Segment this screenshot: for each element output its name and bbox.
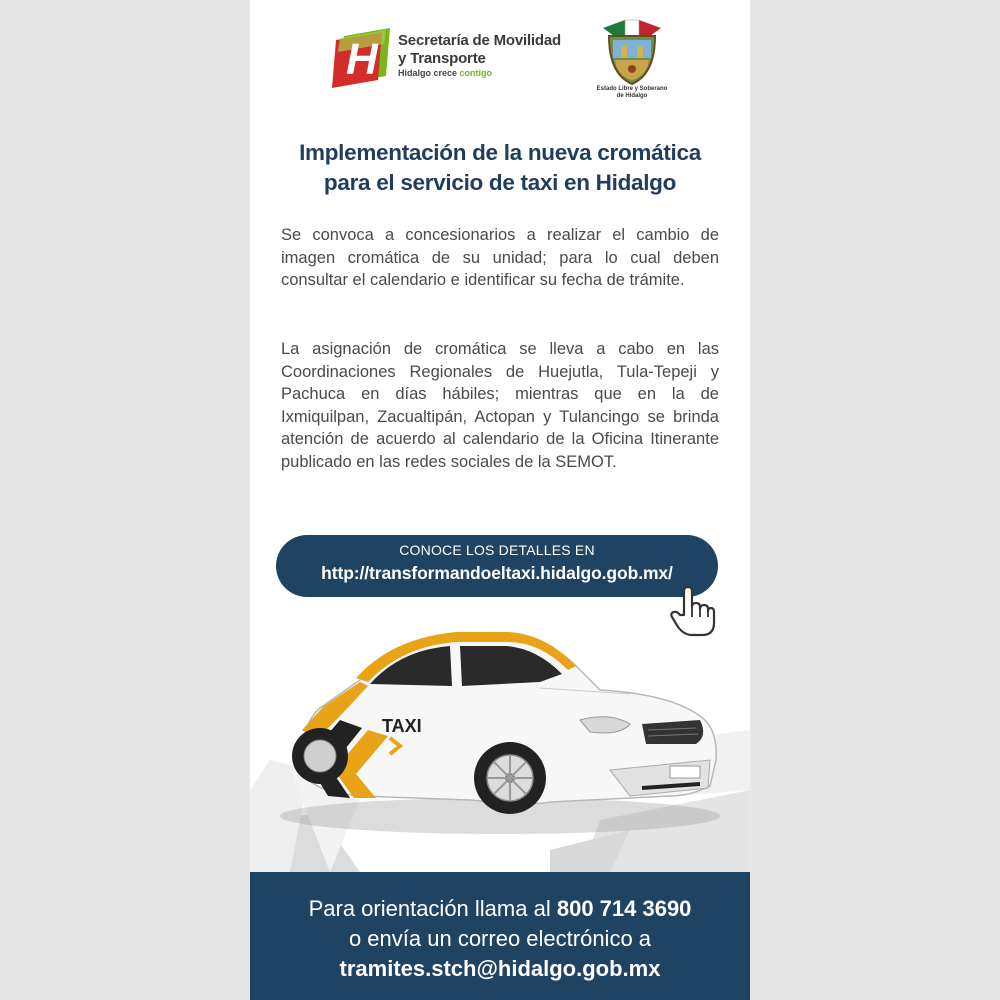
- footer-line2: o envía un correo electrónico a: [348, 926, 652, 951]
- svg-text:H: H: [346, 35, 378, 84]
- cta-url[interactable]: http://transformandoeltaxi.hidalgo.gob.mx/: [321, 563, 673, 583]
- paragraph-2: La asignación de cromática se lleva a cabo en las Coordinaciones Regionales de Huejutla, Tula-Tepeji y Pachuca en días hábiles; mientras que en la de Ixmiquilpan, Zacualtipán, Actopan y Tulancingo se brinda atención de acuerdo al calendario de la Oficina Itinerante publicado en las redes sociales de la SEMOT.: [281, 340, 719, 471]
- coat-caption-line1: Estado Libre y Soberano: [596, 86, 668, 92]
- taxi-door-label: TAXI: [382, 716, 422, 736]
- cta-label: CONOCE LOS DETALLES EN: [399, 542, 595, 558]
- coat-caption: [582, 86, 682, 100]
- slogan-prefix: Hidalgo crece: [398, 68, 458, 78]
- coat-caption-line2: de Hidalgo: [616, 93, 648, 99]
- agency-name: [398, 32, 561, 78]
- agency-line2: y Transporte: [398, 50, 486, 67]
- phone-number[interactable]: 800 714 3690: [556, 896, 692, 921]
- footer-phone-prefix: Para orientación llama al: [308, 896, 551, 921]
- details-link-button[interactable]: [276, 535, 718, 597]
- pointer-hand-icon: [668, 585, 716, 637]
- email-address[interactable]: tramites.stch@hidalgo.gob.mx: [339, 956, 661, 981]
- slogan-suffix: contigo: [459, 68, 493, 78]
- semot-h-logo-icon: [330, 26, 396, 88]
- agency-line1: Secretaría de Movilidad: [398, 32, 561, 49]
- contact-footer: [250, 872, 750, 1000]
- flyer: [250, 0, 750, 1000]
- page-title: [270, 138, 730, 198]
- footer-line1: [250, 894, 750, 924]
- hidalgo-coat-of-arms-icon: [595, 14, 669, 90]
- paragraph-1: Se convoca a concesionarios a realizar el cambio de imagen cromática de su unidad; para lo cual deben consultar el calendario e identificar su fecha de trámite.: [281, 226, 719, 289]
- taxi-illustration: [250, 620, 750, 872]
- title-line1: Implementación de la nueva cromática: [299, 140, 701, 165]
- slogan: [398, 68, 561, 78]
- title-line2: para el servicio de taxi en Hidalgo: [323, 170, 677, 195]
